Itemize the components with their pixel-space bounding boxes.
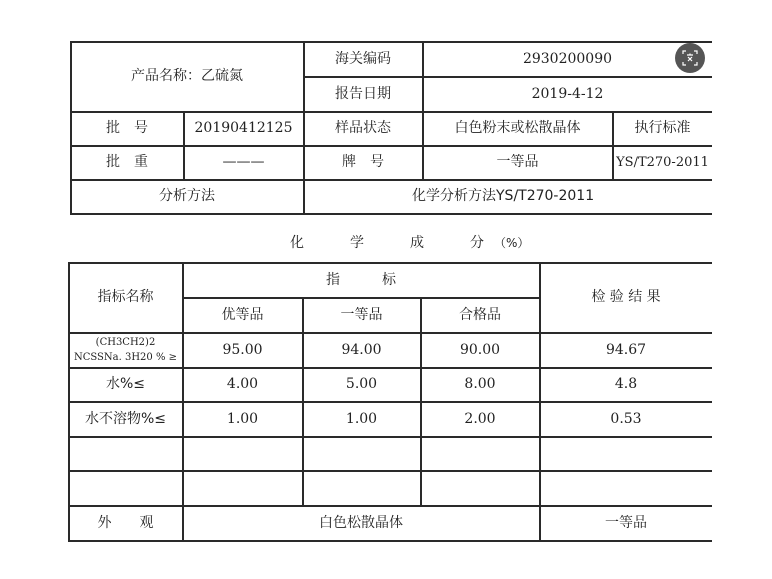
col-header-index-name: 指标名称 <box>97 289 154 306</box>
batch-weight-value: ——— <box>222 154 265 171</box>
report-date-label: 报告日期 <box>335 85 391 102</box>
comp-table-row-line <box>68 470 712 472</box>
row2-qualified: 8.00 <box>464 376 496 393</box>
row3-first: 1.00 <box>345 410 378 427</box>
translate-button[interactable] <box>675 43 705 73</box>
section-title <box>290 232 529 252</box>
product-name: 产品名称：乙硫氮 <box>131 68 243 85</box>
method-value: 化学分析方法YS/T270-2011 <box>412 188 595 205</box>
batch-no-label: 批 号 <box>106 120 148 137</box>
section-title-char: 分 <box>470 235 484 251</box>
row-name-line2: NCSSNa. 3H20 % ≥ <box>73 352 178 363</box>
customs-code-label: 海关编码 <box>335 50 391 67</box>
row3-result: 0.53 <box>610 410 642 427</box>
row2-result: 4.8 <box>614 376 638 393</box>
section-title-char: 化 <box>290 235 304 251</box>
standard-value: YS/T270-2011 <box>616 154 709 170</box>
row3-qualified: 2.00 <box>464 410 496 427</box>
row1-qualified: 90.00 <box>459 341 501 358</box>
comp-table-border-bottom <box>68 540 712 542</box>
col-header-result: 检 验 结 果 <box>591 289 661 306</box>
top-table-border-bottom <box>70 213 712 215</box>
batch-weight-label: 批 重 <box>106 154 148 171</box>
standard-label: 执行标准 <box>634 120 691 137</box>
row1-first: 94.00 <box>341 341 382 358</box>
section-title-unit: （%） <box>494 236 530 250</box>
customs-code-value: 2930200090 <box>522 50 613 67</box>
translate-icon <box>682 50 698 66</box>
row-name-water: 水%≤ <box>105 376 146 393</box>
section-title-char: 成 <box>410 235 424 251</box>
row-name-main-component <box>69 333 182 367</box>
comp-table-row-line <box>68 436 712 438</box>
method-label: 分析方法 <box>159 188 215 205</box>
appearance-result: 一等品 <box>605 514 647 531</box>
sample-state-value: 白色粉末或松散晶体 <box>454 120 581 137</box>
brand-label: 牌 号 <box>342 154 384 171</box>
sample-state-label: 样品状态 <box>335 120 391 137</box>
row1-result: 94.67 <box>605 341 647 358</box>
grade-first: 一等品 <box>340 306 383 323</box>
row-name-insoluble: 水不溶物%≤ <box>84 410 167 427</box>
row2-superior: 4.00 <box>226 376 259 393</box>
row1-superior: 95.00 <box>222 341 263 358</box>
appearance-label: 外 观 <box>97 514 154 531</box>
row2-first: 5.00 <box>345 376 378 393</box>
brand-value: 一等品 <box>496 154 539 171</box>
col-header-index: 指 标 <box>326 271 396 288</box>
batch-no-value: 20190412125 <box>194 120 293 137</box>
row3-superior: 1.00 <box>226 410 259 427</box>
section-title-char: 学 <box>350 235 364 251</box>
grade-qualified: 合格品 <box>459 306 501 323</box>
row-name-line1: (CH3CH2)2 <box>95 337 156 348</box>
report-date-value: 2019-4-12 <box>531 85 604 102</box>
appearance-value: 白色松散晶体 <box>319 514 403 531</box>
grade-superior: 优等品 <box>221 306 264 323</box>
